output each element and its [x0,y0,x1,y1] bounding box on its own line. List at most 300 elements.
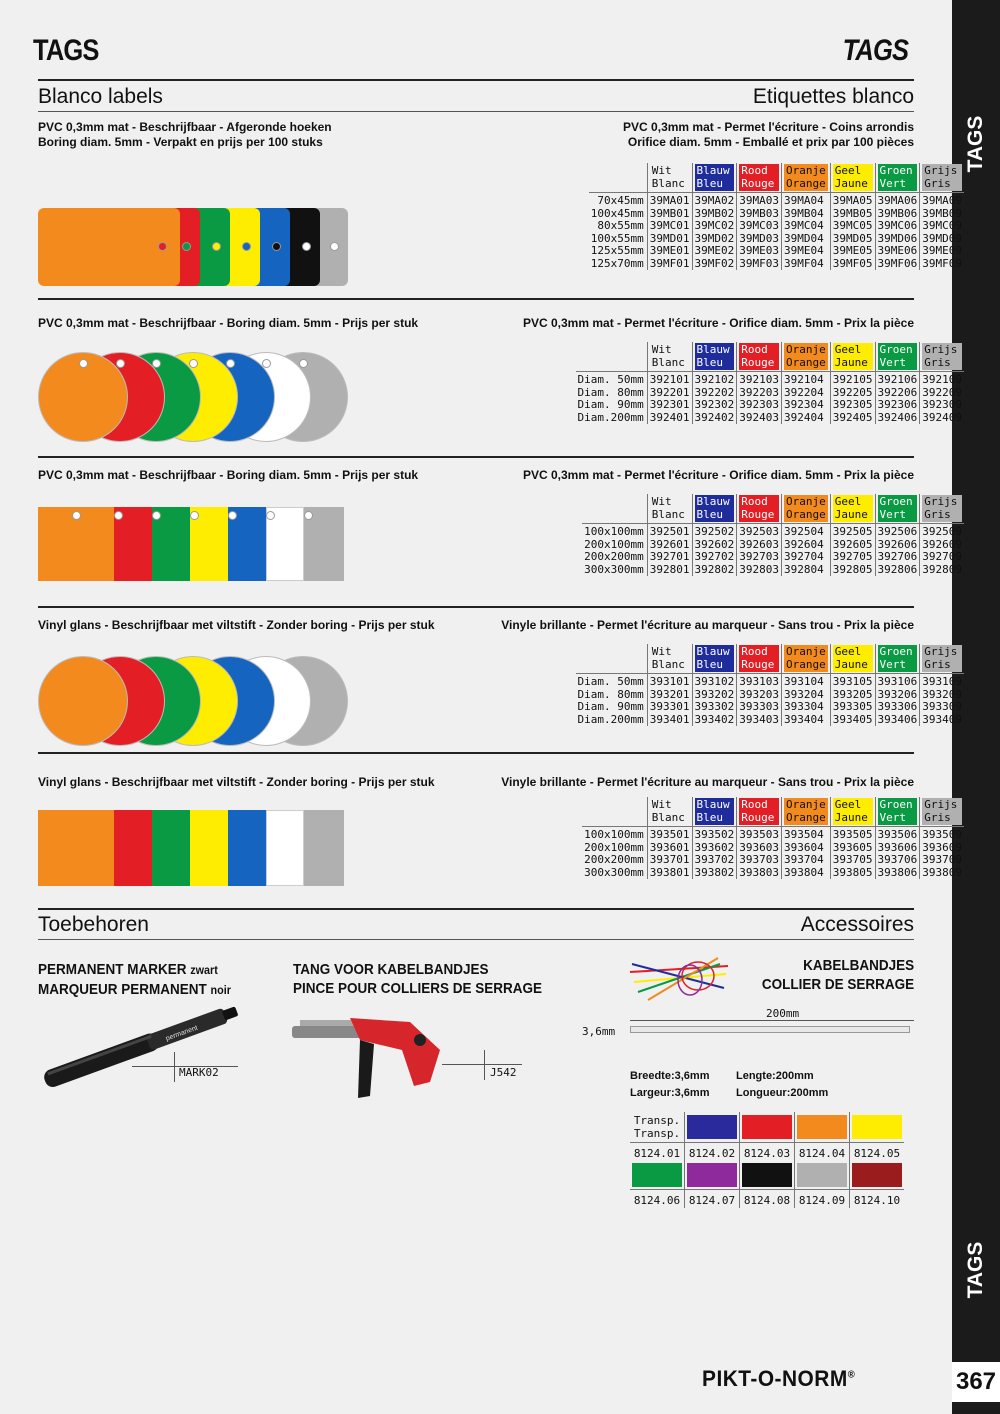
vinyl-square-yellow [190,810,228,886]
table-row [576,674,964,689]
table-row [589,258,964,271]
table-row [576,701,964,714]
article-code: 392709 [920,551,964,564]
size-cell: 70x45mm [589,193,647,208]
size-cell: Diam. 50mm [576,674,648,689]
cable-ties-illustration [628,952,733,1007]
square-tag-green [152,507,190,581]
section2-round-tags-illustration [38,352,348,442]
article-code: 39ME02 [692,245,737,258]
article-code: 393604 [782,842,831,855]
tie-swatch-black [742,1163,792,1187]
color-header: Grijs Gris [922,645,962,672]
divider-2 [38,456,914,458]
article-code: 392805 [830,564,875,577]
article-code: 393601 [647,842,692,855]
article-code: 392303 [737,399,782,412]
article-code: 392202 [692,387,737,400]
article-code: 393703 [737,854,782,867]
article-code: 392704 [782,551,831,564]
article-code: 393802 [692,867,737,880]
color-header: Groen Vert [878,798,918,825]
tie-swatch-blue [687,1115,737,1139]
tool-title: TANG VOOR KABELBANDJES PINCE POUR COLLIERS DE SERRAGE [293,961,543,997]
article-code: 393803 [737,867,782,880]
color-header: Groen Vert [878,343,918,370]
article-code: 39MA09 [920,193,964,208]
vinyl-round-orange [38,656,128,746]
article-code: 39MC04 [782,220,831,233]
article-code: 392703 [737,551,782,564]
color-header: Oranje Orange [786,343,826,369]
article-code: 393202 [692,689,737,702]
article-code: 393503 [737,827,782,842]
article-code: 393403 [737,714,782,727]
tie-swatch-darkred [852,1163,902,1187]
size-cell: Diam. 80mm [577,687,644,701]
article-code: 393306 [875,701,920,714]
page-number: 367 [952,1362,1000,1402]
article-code: 393101 [647,674,692,689]
article-code: 39ME06 [875,245,920,258]
article-code: 393309 [920,701,964,714]
article-code: 39MB05 [830,208,875,221]
article-code: 39MC03 [737,220,782,233]
article-code: 392702 [692,551,737,564]
table-row [589,220,964,233]
article-code: 393606 [875,842,920,855]
article-code: 39MD04 [782,233,831,246]
article-code: 392804 [782,564,831,577]
article-code: 392609 [920,539,964,552]
section5-desc-fr: Vinyle brillante - Permet l'écriture au marqueur - Sans trou - Prix la pièce [501,775,914,789]
article-code: 39MB06 [875,208,920,221]
price-table-section4 [576,644,964,726]
article-code: 393602 [692,842,737,855]
table-row [589,193,964,208]
color-header: Grijs Gris [922,164,962,191]
section4-desc-fr: Vinyle brillante - Permet l'écriture au marqueur - Sans trou - Prix la pièce [501,618,914,632]
article-code: 393809 [920,867,964,880]
marker-leader-tick [174,1052,175,1082]
square-tag-orange [38,507,114,581]
article-code: 393709 [920,854,964,867]
marker-title: PERMANENT MARKER zwart MARQUEUR PERMANENT noir [38,961,231,998]
size-cell: 80x55mm [597,219,644,232]
article-code: 393203 [737,689,782,702]
article-code: 392409 [920,412,964,425]
table-row [582,551,964,564]
size-cell: 300x300mm [584,865,644,879]
article-code: 39MB02 [692,208,737,221]
size-cell: Diam.200mm [577,410,644,424]
article-code: 393406 [875,714,920,727]
section4-desc-nl: Vinyl glans - Beschrijfbaar met viltstift - Zonder boring - Prijs per stuk [38,618,435,632]
article-code: 393603 [737,842,782,855]
tie-code: 8124.09 [795,1190,850,1209]
article-code: 39MD02 [692,233,737,246]
table-row [582,524,964,539]
article-code: 39MF06 [875,258,920,271]
size-cell: 100x55mm [590,231,644,245]
article-code: 392105 [830,372,875,387]
size-cell: Diam. 80mm [577,385,644,399]
article-code: 392201 [647,387,692,400]
color-header: Rood Rouge [739,495,779,522]
article-code: 392104 [782,372,831,387]
page-title-right: TAGS [842,34,908,67]
color-header: Blauw Bleu [695,343,735,370]
article-code: 39MA04 [782,193,831,208]
vinyl-square-red [114,810,152,886]
article-code: 39MF09 [920,258,964,271]
article-code: 392803 [737,564,782,577]
price-table-section5 [582,797,964,879]
section3-desc-nl: PVC 0,3mm mat - Beschrijfbaar - Boring diam. 5mm - Prijs per stuk [38,468,419,482]
section-rule [38,111,914,112]
article-code: 392103 [737,372,782,387]
color-header: Wit Blanc [651,645,685,671]
sidebar-tag-bottom: TAGS [964,1241,987,1299]
article-code: 393106 [875,674,920,689]
tie-dimensions-left: Breedte:3,6mm Largeur:3,6mm [630,1070,710,1099]
marker-code: MARK02 [179,1066,219,1079]
square-tag-white [266,507,304,581]
article-code: 392405 [830,412,875,425]
marker-imprint: permanent [164,1024,199,1043]
vinyl-square-orange [38,810,114,886]
vinyl-square-green [152,810,190,886]
color-header: Groen Vert [878,645,918,672]
article-code: 393205 [830,689,875,702]
brand-logo: PIKT-O-NORM® [702,1366,856,1391]
article-code: 39ME04 [782,245,831,258]
square-tag-red [114,507,152,581]
accessories-title-left: Toebehoren [38,913,149,936]
article-code: 393301 [647,701,692,714]
section5-square-vinyl-illustration [38,810,344,886]
table-row [582,867,964,880]
article-code: 39MF05 [830,258,875,271]
article-code: 393801 [647,867,692,880]
article-code: 393209 [920,689,964,702]
article-code: 393402 [692,714,737,727]
article-code: 392101 [647,372,692,387]
size-cell: 125x55mm [590,244,644,257]
color-header: Wit Blanc [651,164,685,190]
color-header: Blauw Bleu [695,798,735,825]
tie-swatch-transparent: Transp. Transp. [633,1114,681,1140]
size-cell: Diam.200mm [577,712,644,726]
vinyl-square-grey [304,810,344,886]
article-code: 39MB01 [647,208,692,221]
article-code: 392204 [782,387,831,400]
article-code: 392603 [737,539,782,552]
article-code: 392106 [875,372,920,387]
round-tag-orange [38,352,128,442]
article-code: 393304 [782,701,831,714]
tie-dimensions-right: Lengte:200mm Longueur:200mm [736,1070,829,1099]
article-code: 393805 [830,867,875,880]
section2-desc-fr: PVC 0,3mm mat - Permet l'écriture - Orifice diam. 5mm - Prix la pièce [522,316,914,330]
tie-code: 8124.02 [685,1143,740,1162]
article-code: 392701 [647,551,692,564]
article-code: 39MA06 [875,193,920,208]
color-header: Grijs Gris [922,343,962,370]
article-code: 393804 [782,867,831,880]
size-cell: 200x200mm [584,550,644,563]
article-code: 39MA03 [737,193,782,208]
article-code: 392505 [830,524,875,539]
article-code: 393609 [920,842,964,855]
table-row [576,412,964,425]
article-code: 392501 [647,524,692,539]
tie-code: 8124.07 [685,1190,740,1209]
size-cell: 100x100mm [582,827,647,842]
article-code: 39MC09 [920,220,964,233]
article-code: 393109 [920,674,964,689]
square-tag-blue [228,507,266,581]
tool-leader-line [442,1064,522,1065]
section-title-right: Etiquettes blanco [752,85,914,108]
article-code: 39MD03 [737,233,782,246]
size-cell: 200x100mm [584,840,644,854]
article-code: 39MB09 [920,208,964,221]
article-code: 39MC02 [692,220,737,233]
divider-4 [38,752,914,754]
price-table-section3 [582,494,964,576]
article-code: 393206 [875,689,920,702]
article-code: 393505 [830,827,875,842]
vinyl-square-white [266,810,304,886]
color-header: Rood Rouge [739,645,779,672]
article-code: 392109 [920,372,964,387]
color-header: Geel Jaune [833,495,873,522]
tie-code: 8124.10 [850,1190,905,1209]
article-code: 39MB03 [737,208,782,221]
article-code: 393104 [782,674,831,689]
article-code: 392306 [875,399,920,412]
article-code: 39ME03 [737,245,782,258]
tie-code: 8124.08 [740,1190,795,1209]
article-code: 393201 [647,689,692,702]
accessories-title-right: Accessoires [800,913,914,936]
color-header: Grijs Gris [922,495,962,522]
article-code: 39ME09 [920,245,964,258]
article-code: 39MF03 [737,258,782,271]
tag-orange [38,208,180,286]
article-code: 39MD06 [875,233,920,246]
article-code: 39MA02 [692,193,737,208]
tie-code: 8124.01 [630,1143,685,1162]
article-code: 393506 [875,827,920,842]
color-header: Rood Rouge [739,798,779,825]
tie-code: 8124.03 [740,1143,795,1162]
tool-leader-tick [484,1050,485,1080]
table-row [576,399,964,412]
color-header: Oranje Orange [786,798,826,824]
section1-desc-nl: PVC 0,3mm mat - Beschrijfbaar - Afgeronde hoeken Boring diam. 5mm - Verpakt en prijs per 100 stuks [38,120,332,149]
article-code: 392302 [692,399,737,412]
article-code: 392404 [782,412,831,425]
divider-3 [38,606,914,608]
article-code: 392705 [830,551,875,564]
article-code: 392806 [875,564,920,577]
article-code: 392809 [920,564,964,577]
tie-swatch-green [632,1163,682,1187]
tool-illustration [290,1000,450,1100]
price-table-section1 [589,163,964,270]
article-code: 393401 [647,714,692,727]
color-header: Geel Jaune [833,343,873,370]
cable-tie-gun-icon [290,1000,450,1100]
section4-round-vinyl-illustration [38,656,348,746]
article-code: 39MA05 [830,193,875,208]
page-title-left: TAGS [33,34,99,67]
article-code: 393706 [875,854,920,867]
article-code: 392305 [830,399,875,412]
square-tag-grey [304,507,344,581]
article-code: 393702 [692,854,737,867]
article-code: 393302 [692,701,737,714]
color-header: Grijs Gris [922,798,962,825]
size-cell: Diam. 90mm [577,398,644,411]
tie-swatch-red [742,1115,792,1139]
tie-swatch-purple [687,1163,737,1187]
article-code: 393705 [830,854,875,867]
article-code: 393409 [920,714,964,727]
color-header: Wit Blanc [651,495,685,521]
cable-ties-title: KABELBANDJES COLLIER DE SERRAGE [761,957,914,993]
article-code: 393105 [830,674,875,689]
color-header: Wit Blanc [651,343,685,369]
article-code: 392502 [692,524,737,539]
tie-swatch-yellow [852,1115,902,1139]
color-header: Geel Jaune [833,645,873,672]
section-title-left: Blanco labels [38,85,163,108]
article-code: 39MC05 [830,220,875,233]
size-cell: 100x45mm [590,206,644,220]
article-code: 39MC01 [647,220,692,233]
article-code: 39MF01 [647,258,692,271]
color-header: Rood Rouge [739,343,779,370]
section5-desc-nl: Vinyl glans - Beschrijfbaar met viltstift - Zonder boring - Prijs per stuk [38,775,435,789]
size-cell: 200x100mm [584,537,644,551]
article-code: 392309 [920,399,964,412]
article-code: 392402 [692,412,737,425]
tool-code: J542 [490,1066,517,1079]
article-code: 392605 [830,539,875,552]
color-header: Groen Vert [878,495,918,522]
article-code: 392304 [782,399,831,412]
article-code: 393605 [830,842,875,855]
divider-5 [38,908,914,910]
sidebar-tag-top: TAGS [964,115,987,173]
tie-code: 8124.04 [795,1143,850,1162]
article-code: 392503 [737,524,782,539]
square-tag-yellow [190,507,228,581]
article-code: 393405 [830,714,875,727]
tie-code: 8124.05 [850,1143,905,1162]
section3-desc-fr: PVC 0,3mm mat - Permet l'écriture - Orifice diam. 5mm - Prix la pièce [522,468,914,482]
article-code: 39MD09 [920,233,964,246]
article-code: 393204 [782,689,831,702]
color-header: Geel Jaune [833,164,873,191]
price-table-section2 [576,342,964,424]
accessories-rule [38,939,914,940]
article-code: 393303 [737,701,782,714]
section1-desc-fr: PVC 0,3mm mat - Permet l'écriture - Coins arrondis Orifice diam. 5mm - Emballé et prix par 100 pièces [623,120,914,149]
table-row [589,245,964,258]
header-rule [38,79,914,81]
article-code: 392602 [692,539,737,552]
article-code: 392205 [830,387,875,400]
section3-square-tags-illustration [38,507,344,581]
table-row [576,714,964,727]
size-cell: 300x300mm [584,562,644,576]
section2-desc-nl: PVC 0,3mm mat - Beschrijfbaar - Boring diam. 5mm - Prijs per stuk [38,316,419,330]
article-code: 39MD01 [647,233,692,246]
tie-length-dimension [630,1020,914,1021]
article-code: 393502 [692,827,737,842]
color-header: Blauw Bleu [695,495,735,522]
tie-drawing [630,1026,910,1033]
article-code: 393509 [920,827,964,842]
tie-swatch-orange [797,1115,847,1139]
size-cell: Diam. 50mm [576,372,648,387]
article-code: 393501 [647,827,692,842]
article-code: 392802 [692,564,737,577]
article-code: 39MC06 [875,220,920,233]
article-code: 392206 [875,387,920,400]
article-code: 393701 [647,854,692,867]
article-code: 392301 [647,399,692,412]
article-code: 39MD05 [830,233,875,246]
article-code: 392209 [920,387,964,400]
size-cell: Diam. 90mm [577,700,644,713]
table-row [582,854,964,867]
article-code: 392203 [737,387,782,400]
article-code: 392706 [875,551,920,564]
section1-tags-illustration [38,208,348,286]
article-code: 393103 [737,674,782,689]
article-code: 393704 [782,854,831,867]
table-row [582,827,964,842]
article-code: 392801 [647,564,692,577]
color-header: Geel Jaune [833,798,873,825]
article-code: 393102 [692,674,737,689]
size-cell: 100x100mm [582,524,647,539]
color-header: Blauw Bleu [695,164,735,191]
color-header: Oranje Orange [786,645,826,671]
article-code: 392401 [647,412,692,425]
article-code: 39ME01 [647,245,692,258]
color-header: Oranje Orange [786,164,826,190]
article-code: 392504 [782,524,831,539]
color-header: Wit Blanc [651,798,685,824]
size-cell: 200x200mm [584,853,644,866]
color-header: Blauw Bleu [695,645,735,672]
table-row [576,372,964,387]
article-code: 39MF04 [782,258,831,271]
article-code: 392506 [875,524,920,539]
cable-tie-color-table [630,1112,904,1208]
color-header: Rood Rouge [739,164,779,191]
size-cell: 125x70mm [590,256,644,270]
divider-1 [38,298,914,300]
article-code: 39MF02 [692,258,737,271]
article-code: 393806 [875,867,920,880]
